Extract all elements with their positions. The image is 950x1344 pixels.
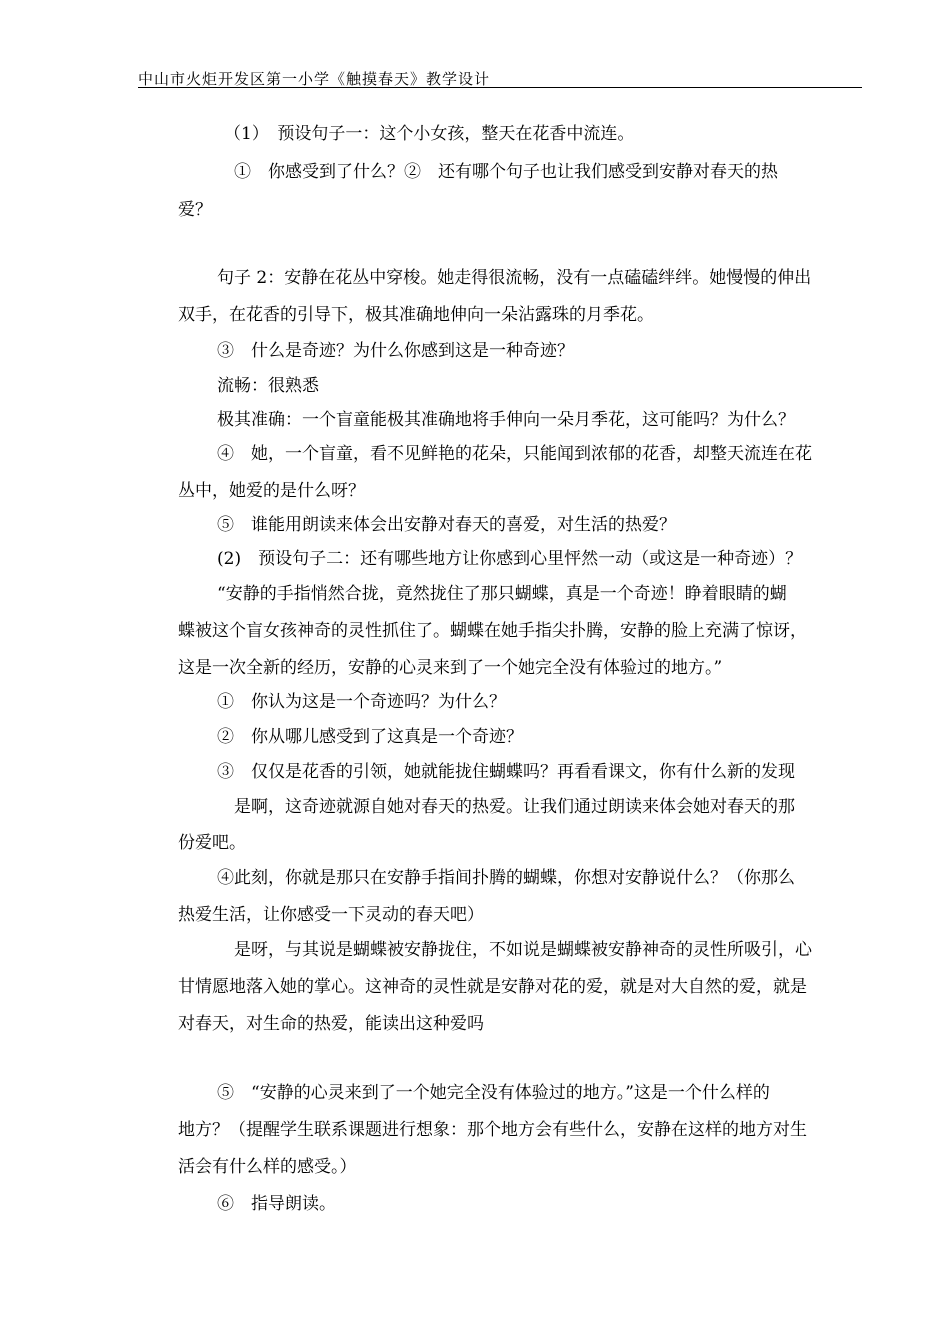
text-line-10: 丛中，她爱的是什么呀？ bbox=[178, 481, 365, 501]
text-line-21: ④此刻，你就是那只在安静手指间扑腾的蝴蝶，你想对安静说什么？（你那么 bbox=[217, 868, 795, 888]
text-line-17: ② 你从哪儿感受到了这真是一个奇迹？ bbox=[217, 727, 523, 747]
text-line-2: ① 你感受到了什么？② 还有哪个句子也让我们感受到安静对春天的热 bbox=[234, 162, 778, 182]
text-line-14: 蝶被这个盲女孩神奇的灵性抓住了。蝴蝶在她手指尖扑腾，安静的脸上充满了惊讶， bbox=[178, 621, 807, 641]
text-line-22: 热爱生活，让你感受一下灵动的春天吧） bbox=[178, 905, 484, 925]
text-line-25: 对春天，对生命的热爱，能读出这种爱吗 bbox=[178, 1014, 484, 1034]
text-line-20: 份爱吧。 bbox=[178, 833, 246, 853]
text-line-3: 爱？ bbox=[178, 200, 212, 220]
text-line-18: ③ 仅仅是花香的引领，她就能拢住蝴蝶吗？再看看课文，你有什么新的发现 bbox=[217, 762, 795, 782]
text-line-13: “安静的手指悄然合拢，竟然拢住了那只蝴蝶，真是一个奇迹！睁着眼睛的蝴 bbox=[217, 584, 787, 604]
text-line-6: ③ 什么是奇迹？为什么你感到这是一种奇迹？ bbox=[217, 341, 574, 361]
text-line-8: 极其准确：一个盲童能极其准确地将手伸向一朵月季花，这可能吗？为什么？ bbox=[217, 410, 795, 430]
page-header: 中山市火炬开发区第一小学《触摸春天》教学设计 bbox=[138, 70, 491, 88]
text-line-4: 句子 2：安静在花丛中穿梭。她走得很流畅，没有一点磕磕绊绊。她慢慢的伸出 bbox=[217, 268, 812, 288]
text-line-27: 地方？（提醒学生联系课题进行想象：那个地方会有些什么，安静在这样的地方对生 bbox=[178, 1120, 807, 1140]
text-line-9: ④ 她，一个盲童，看不见鲜艳的花朵，只能闻到浓郁的花香，却整天流连在花 bbox=[217, 444, 812, 464]
text-line-23: 是呀，与其说是蝴蝶被安静拢住，不如说是蝴蝶被安静神奇的灵性所吸引，心 bbox=[234, 940, 812, 960]
text-line-7: 流畅：很熟悉 bbox=[217, 376, 319, 396]
text-line-5: 双手，在花香的引导下，极其准确地伸向一朵沾露珠的月季花。 bbox=[178, 305, 654, 325]
text-line-12: (2) 预设句子二：还有哪些地方让你感到心里怦然一动（或这是一种奇迹）？ bbox=[217, 549, 803, 569]
text-line-15: 这是一次全新的经历，安静的心灵来到了一个她完全没有体验过的地方。” bbox=[178, 658, 723, 678]
text-line-1: （1） 预设句子一：这个小女孩，整天在花香中流连。 bbox=[224, 124, 635, 144]
text-line-28: 活会有什么样的感受。） bbox=[178, 1157, 357, 1177]
text-line-26: ⑤ “安静的心灵来到了一个她完全没有体验过的地方。”这是一个什么样的 bbox=[217, 1083, 770, 1103]
text-line-29: ⑥ 指导朗读。 bbox=[217, 1194, 336, 1214]
text-line-19: 是啊，这奇迹就源自她对春天的热爱。让我们通过朗读来体会她对春天的那 bbox=[234, 797, 795, 817]
header-rule bbox=[138, 87, 862, 88]
text-line-11: ⑤ 谁能用朗读来体会出安静对春天的喜爱，对生活的热爱？ bbox=[217, 515, 676, 535]
text-line-24: 甘情愿地落入她的掌心。这神奇的灵性就是安静对花的爱，就是对大自然的爱，就是 bbox=[178, 977, 807, 997]
text-line-16: ① 你认为这是一个奇迹吗？为什么？ bbox=[217, 692, 506, 712]
